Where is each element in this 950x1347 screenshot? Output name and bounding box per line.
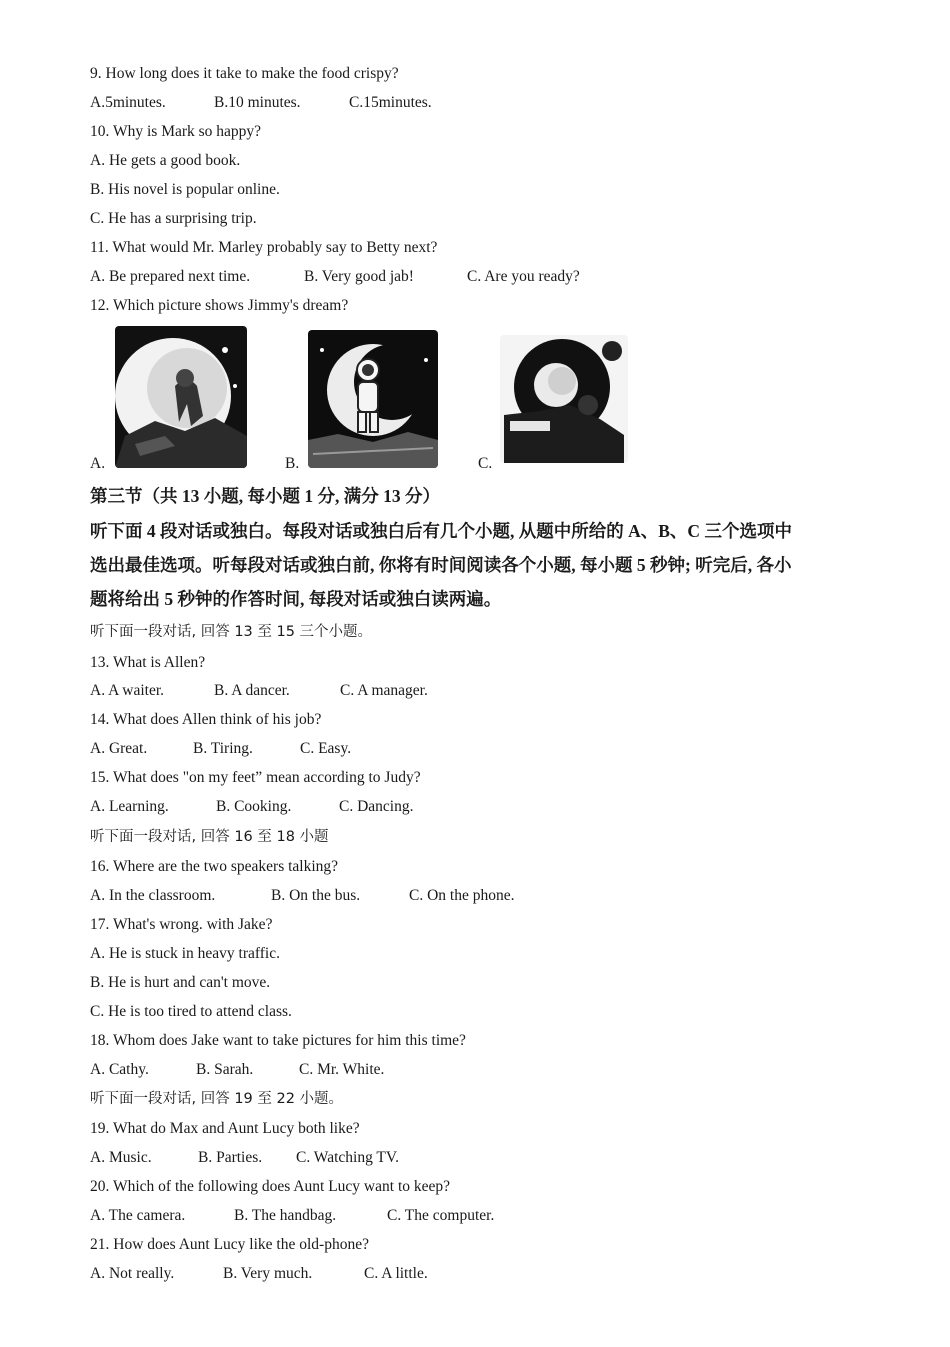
- option-a: A. Great.: [90, 740, 148, 757]
- answer-options: [90, 681, 428, 701]
- question-stem: 17. What's wrong. with Jake?: [90, 916, 273, 933]
- picture-b-astronaut-moon: [308, 330, 438, 468]
- picture-label-a: A.: [90, 455, 106, 472]
- option-b: B. A dancer.: [214, 682, 290, 699]
- option-b: B. He is hurt and can't move.: [90, 974, 271, 991]
- question-stem: 10. Why is Mark so happy?: [90, 123, 262, 140]
- question-stem: 19. What do Max and Aunt Lucy both like?: [90, 1120, 360, 1137]
- answer-options: [90, 797, 413, 817]
- answer-options: [90, 1060, 384, 1080]
- option-c: C. He has a surprising trip.: [90, 210, 257, 227]
- section-heading: 第三节（共 13 小题, 每小题 1 分, 满分 13 分）: [90, 486, 440, 506]
- option-a: A. In the classroom.: [90, 887, 216, 904]
- option-a: A. Not really.: [90, 1265, 175, 1282]
- dialog-intro: 听下面一段对话, 回答 19 至 22 小题。: [90, 1091, 344, 1107]
- option-b: B. Parties.: [198, 1149, 263, 1166]
- dialog-intro: 听下面一段对话, 回答 16 至 18 小题: [90, 829, 329, 845]
- option-c: C. Dancing.: [339, 798, 414, 815]
- option-b: B. Very much.: [223, 1265, 313, 1282]
- option-b: B. His novel is popular online.: [90, 181, 280, 198]
- option-b: B. Very good jab!: [304, 268, 414, 285]
- instructions-line-1: 听下面 4 段对话或独白。每段对话或独白后有几个小题, 从题中所给的 A、B、C 三个选项中: [90, 521, 792, 541]
- question-stem: 21. How does Aunt Lucy like the old-phone?: [90, 1236, 369, 1253]
- picture-c-person-moon: [500, 335, 628, 463]
- picture-a-climber-moon: [115, 326, 247, 468]
- option-c: C. The computer.: [387, 1207, 495, 1224]
- instructions-line-2: 选出最佳选项。听每段对话或独白前, 你将有时间阅读各个小题, 每小题 5 秒钟; 听完后, 各小: [90, 555, 792, 575]
- option-a: A.5minutes.: [90, 94, 166, 111]
- option-c: C. He is too tired to attend class.: [90, 1003, 292, 1020]
- answer-options: [90, 1206, 494, 1226]
- picture-label-c: C.: [478, 455, 493, 472]
- option-a: A. Be prepared next time.: [90, 268, 251, 285]
- option-c: C. A little.: [364, 1265, 428, 1282]
- option-c: C. Mr. White.: [299, 1061, 385, 1078]
- answer-options: [90, 1148, 399, 1168]
- option-c: C. Easy.: [300, 740, 352, 757]
- answer-options: [90, 886, 514, 906]
- question-stem: 11. What would Mr. Marley probably say to Betty next?: [90, 239, 438, 256]
- question-stem: 9. How long does it take to make the food crispy?: [90, 65, 399, 82]
- question-stem: 16. Where are the two speakers talking?: [90, 858, 339, 875]
- option-a: A. A waiter.: [90, 682, 165, 699]
- option-b: B. On the bus.: [271, 887, 361, 904]
- answer-options: [90, 1264, 428, 1284]
- option-a: A. Cathy.: [90, 1061, 149, 1078]
- option-c: C. Are you ready?: [467, 268, 580, 285]
- question-stem: 20. Which of the following does Aunt Lucy want to keep?: [90, 1178, 451, 1195]
- question-stem: 13. What is Allen?: [90, 654, 206, 671]
- option-a: A. Learning.: [90, 798, 169, 815]
- option-b: B. Tiring.: [193, 740, 253, 757]
- option-b: B.10 minutes.: [214, 94, 301, 111]
- option-c: C. Watching TV.: [296, 1149, 399, 1166]
- question-stem: 14. What does Allen think of his job?: [90, 711, 322, 728]
- question-stem: 18. Whom does Jake want to take pictures for him this time?: [90, 1032, 466, 1049]
- picture-label-b: B.: [285, 455, 300, 472]
- option-c: C. On the phone.: [409, 887, 515, 904]
- option-a: A. The camera.: [90, 1207, 186, 1224]
- option-a: A. Music.: [90, 1149, 152, 1166]
- option-b: B. Sarah.: [196, 1061, 254, 1078]
- question-stem: 15. What does "on my feet” mean according to Judy?: [90, 769, 421, 786]
- dialog-intro: 听下面一段对话, 回答 13 至 15 三个小题。: [90, 624, 373, 640]
- option-a: A. He is stuck in heavy traffic.: [90, 945, 280, 962]
- answer-options: [90, 267, 580, 287]
- answer-options: [90, 739, 351, 759]
- option-c: C.15minutes.: [349, 94, 432, 111]
- option-b: B. Cooking.: [216, 798, 292, 815]
- answer-options: [90, 93, 432, 113]
- option-a: A. He gets a good book.: [90, 152, 241, 169]
- question-stem: 12. Which picture shows Jimmy's dream?: [90, 297, 349, 314]
- option-b: B. The handbag.: [234, 1207, 337, 1224]
- option-c: C. A manager.: [340, 682, 428, 699]
- instructions-line-3: 题将给出 5 秒钟的作答时间, 每段对话或独白读两遍。: [90, 589, 502, 609]
